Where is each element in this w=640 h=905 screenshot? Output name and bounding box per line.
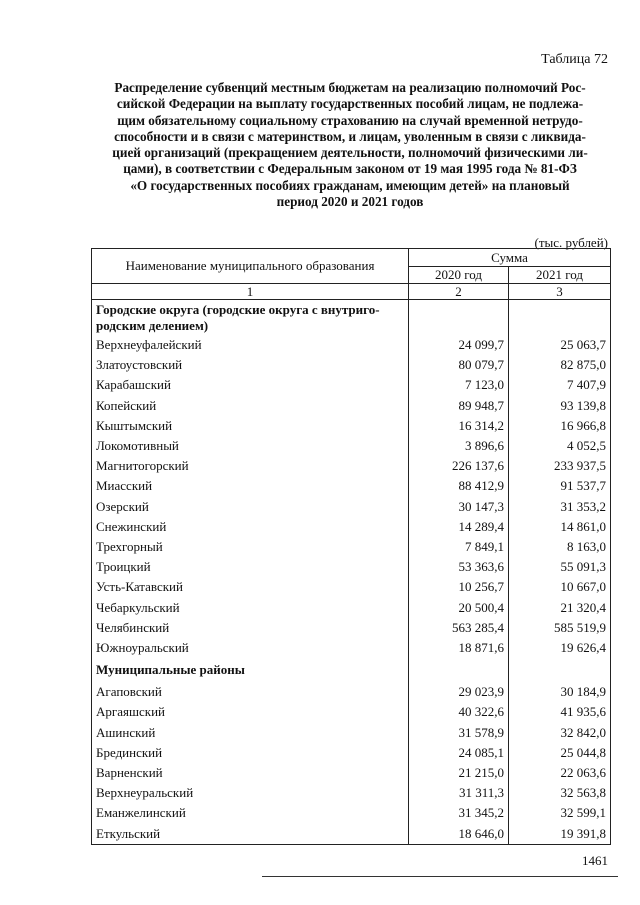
table-row [92,682,611,702]
amount-2021: 10 667,0 [509,577,611,597]
amount-2021 [509,300,611,336]
table-row [92,456,611,476]
title-line: щим обязательному социальному страхованию на случай временной нетрудо- [117,112,583,128]
table-row [92,436,611,456]
table-row [92,618,611,638]
municipality-name: Верхнеуральский [92,783,409,803]
title-line: Распределение субвенций местным бюджетам на реализацию полномочий Рос- [114,80,586,95]
table-row [92,723,611,743]
amount-2020: 88 412,9 [409,476,509,496]
amount-2021: 19 391,8 [509,824,611,845]
amount-2020: 31 578,9 [409,723,509,743]
amount-2021: 233 937,5 [509,456,611,476]
amount-2020 [409,658,509,682]
section-row [92,300,611,336]
municipality-name: Озерский [92,497,409,517]
header-year-2020: 2020 год [409,266,509,284]
amount-2020: 18 871,6 [409,638,509,658]
amount-2020: 31 345,2 [409,803,509,823]
table-row [92,803,611,823]
amount-2020: 89 948,7 [409,396,509,416]
table-row [92,577,611,597]
column-number: 3 [509,284,611,300]
amount-2021: 30 184,9 [509,682,611,702]
table-row [92,335,611,355]
title-line: сийской Федерации на выплату государственных пособий лицам, не подлежа- [116,96,584,112]
amount-2021: 82 875,0 [509,355,611,375]
amount-2021: 7 407,9 [509,375,611,395]
amount-2020: 29 023,9 [409,682,509,702]
amount-2020 [409,300,509,336]
amount-2020: 30 147,3 [409,497,509,517]
municipality-name: Магнитогорский [92,456,409,476]
section-row [92,658,611,682]
header-sum: Сумма [409,249,611,267]
amount-2020: 40 322,6 [409,702,509,722]
table-row [92,824,611,845]
table-number: Таблица 72 [541,52,608,67]
municipality-name: Верхнеуфалейский [92,335,409,355]
header-year-2021: 2021 год [509,266,611,284]
amount-2021: 32 599,1 [509,803,611,823]
column-number: 2 [409,284,509,300]
table-row [92,557,611,577]
municipality-name: Брединский [92,743,409,763]
amount-2020: 7 849,1 [409,537,509,557]
amount-2020: 14 289,4 [409,517,509,537]
table-row [92,783,611,803]
table-row [92,375,611,395]
amount-2021: 19 626,4 [509,638,611,658]
municipality-name: Троицкий [92,557,409,577]
table-row [92,597,611,617]
title-line: цией организаций (прекращением деятельности, полномочий физическими ли- [112,145,588,161]
amount-2021: 41 935,6 [509,702,611,722]
amount-2020: 563 285,4 [409,618,509,638]
amount-2021: 16 966,8 [509,416,611,436]
amount-2020: 20 500,4 [409,597,509,617]
table-row [92,743,611,763]
table-row [92,517,611,537]
amount-2021: 55 091,3 [509,557,611,577]
table-row [92,355,611,375]
amount-2021: 93 139,8 [509,396,611,416]
title-line: «О государственных пособиях гражданам, имеющим детей» на плановый [130,177,570,193]
amount-2020: 21 215,0 [409,763,509,783]
municipality-name: Челябинский [92,618,409,638]
amount-2021 [509,658,611,682]
table-row [92,416,611,436]
amount-2021: 32 842,0 [509,723,611,743]
municipality-name: Златоустовский [92,355,409,375]
municipality-name: Еманжелинский [92,803,409,823]
column-number: 1 [92,284,409,300]
table-row [92,638,611,658]
title-line: период 2020 и 2021 годов [276,194,424,210]
amount-2020: 16 314,2 [409,416,509,436]
municipality-name: Еткульский [92,824,409,845]
amount-2020: 7 123,0 [409,375,509,395]
amount-2021: 4 052,5 [509,436,611,456]
table-row [92,537,611,557]
municipality-name: Снежинский [92,517,409,537]
footer-rule [262,876,618,877]
units-note: (тыс. рублей) [534,235,608,250]
municipality-name: Трехгорный [92,537,409,557]
table-row [92,497,611,517]
municipality-name: Карабашский [92,375,409,395]
amount-2020: 53 363,6 [409,557,509,577]
municipality-name: Усть-Катавский [92,577,409,597]
header-name: Наименование муниципального образования [92,249,409,284]
municipality-name: Ашинский [92,723,409,743]
municipality-name: Копейский [92,396,409,416]
municipality-name: Варненский [92,763,409,783]
amount-2021: 31 353,2 [509,497,611,517]
municipality-name: Локомотивный [92,436,409,456]
amount-2020: 24 085,1 [409,743,509,763]
table-row [92,476,611,496]
amount-2020: 80 079,7 [409,355,509,375]
amount-2021: 14 861,0 [509,517,611,537]
section-heading: Муниципальные районы [92,658,409,682]
amount-2021: 25 044,8 [509,743,611,763]
table-body [92,300,611,845]
amount-2020: 24 099,7 [409,335,509,355]
amount-2020: 10 256,7 [409,577,509,597]
municipality-name: Миасский [92,476,409,496]
amount-2021: 8 163,0 [509,537,611,557]
table-row [92,763,611,783]
amount-2020: 31 311,3 [409,783,509,803]
amount-2021: 21 320,4 [509,597,611,617]
amount-2021: 22 063,6 [509,763,611,783]
table-row [92,702,611,722]
document-title [92,80,608,210]
municipality-name: Чебаркульский [92,597,409,617]
table-row [92,396,611,416]
amount-2020: 3 896,6 [409,436,509,456]
section-heading: Городские округа (городские округа с внутриго-родским делением) [92,300,409,336]
municipality-name: Агаповский [92,682,409,702]
municipality-name: Кыштымский [92,416,409,436]
municipality-name: Аргаяшский [92,702,409,722]
amount-2021: 585 519,9 [509,618,611,638]
title-line: цами), в соответствии с Федеральным законом от 19 мая 1995 года № 81-ФЗ [123,161,577,177]
subsidy-table [91,248,611,845]
page-number: 1461 [582,853,608,868]
amount-2021: 32 563,8 [509,783,611,803]
amount-2021: 91 537,7 [509,476,611,496]
title-line: способности и в связи с материнством, и лицам, уволенным в связи с ликвида- [114,128,586,144]
amount-2020: 18 646,0 [409,824,509,845]
amount-2020: 226 137,6 [409,456,509,476]
amount-2021: 25 063,7 [509,335,611,355]
municipality-name: Южноуральский [92,638,409,658]
